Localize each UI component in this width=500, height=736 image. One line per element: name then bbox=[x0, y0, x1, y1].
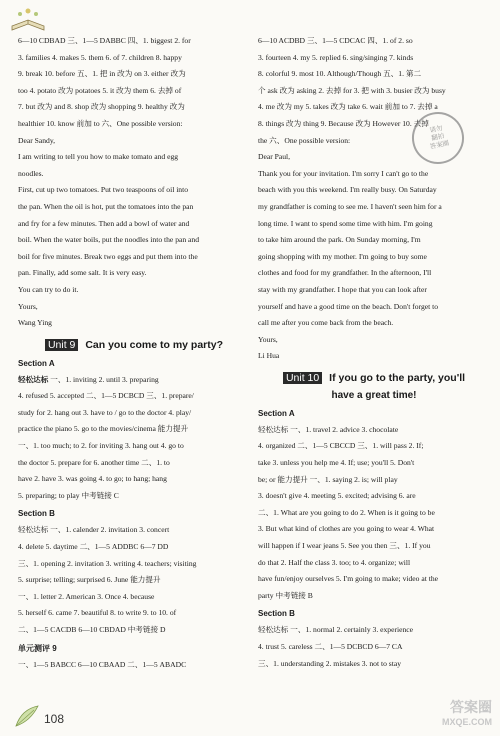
unit-title: Can you come to my party? bbox=[85, 338, 224, 351]
text-line: 轻松达标 一、1. calender 2. invitation 3. concert bbox=[18, 525, 170, 535]
text-line: study for 2. hang out 3. have to / go to the doctor 4. play/ bbox=[18, 407, 192, 417]
text-line: 7. but 改为 and 8. shop 改为 shopping 9. healthy 改为 bbox=[18, 102, 185, 112]
text-line: the pan. When the oil is hot, put the tomatoes into the pan bbox=[18, 201, 194, 211]
text-line: First, cut up two tomatoes. Put two teaspoons of oil into bbox=[18, 185, 189, 195]
text-line: Dear Paul, bbox=[258, 152, 291, 162]
page-number: 108 bbox=[44, 712, 65, 726]
text-line: 4. organized 二、1—5 CBCCD 三、1. will pass 2. If; bbox=[258, 441, 424, 451]
text-line: be; or 能力提升 一、1. saying 2. is; will play bbox=[258, 474, 398, 484]
text-line: 3. doesn't give 4. meeting 5. excited; advising 6. are bbox=[258, 491, 416, 501]
text-line: beach with you this weekend. I'm really busy. On Saturday bbox=[258, 185, 437, 195]
left-column bbox=[18, 33, 250, 673]
unit-number: Unit 9 bbox=[45, 339, 78, 351]
watermark-logo: 答案圈 MXQE.COM bbox=[441, 699, 492, 727]
text-line: Yours, bbox=[258, 334, 278, 344]
text-line: Thank you for your invitation. I'm sorry I can't go to the bbox=[258, 168, 429, 178]
text-line: pan. Finally, add some salt. It is very easy. bbox=[18, 268, 147, 278]
book-decoration-icon bbox=[8, 6, 48, 32]
text-line: have 2. have 3. was going 4. to go; to hang; hang bbox=[18, 474, 167, 484]
unit-9-heading bbox=[18, 336, 250, 354]
text-line: 轻松达标 一、1. travel 2. advice 3. chocolate bbox=[258, 424, 399, 434]
text-line: my grandfather is coming to see me. I haven't seen him for a bbox=[258, 201, 442, 211]
text-line: boil for five minutes. Break two eggs and put them into the bbox=[18, 251, 198, 261]
section-a-heading: Section A bbox=[258, 408, 295, 418]
text-line: 三、1. opening 2. invitation 3. writing 4. teachers; visiting bbox=[18, 558, 197, 568]
text-line: Wang Ying bbox=[18, 318, 52, 328]
text-line: yourself and have a good time on the beach. Don't forget to bbox=[258, 301, 439, 311]
text-line: take 3. unless you help me 4. If; use; you'll 5. Don't bbox=[258, 458, 415, 468]
text-line: will happen if I wear jeans 5. See you then 三、1. If you bbox=[258, 541, 431, 551]
text-line: 5. herself 6. came 7. beautiful 8. to write 9. to 10. of bbox=[18, 608, 177, 618]
unit-title: If you go to the party, you'll bbox=[329, 371, 466, 384]
text-line: the 六、One possible version: bbox=[258, 135, 351, 145]
text-line: 轻松达标 一、1. inviting 2. until 3. preparing bbox=[18, 374, 159, 384]
text-line: 3. families 4. makes 5. them 6. of 7. children 8. happy bbox=[18, 52, 182, 62]
text-line: 3. fourteen 4. my 5. replied 6. sing/singing 7. kinds bbox=[258, 52, 414, 62]
text-line: stay with my grandfather. I hope that you can look after bbox=[258, 284, 427, 294]
unit-number: Unit 10 bbox=[283, 372, 322, 384]
text-line: call me after you come back from the beach. bbox=[258, 318, 394, 328]
text-line: 一、1. letter 2. American 3. Once 4. because bbox=[18, 591, 155, 601]
text-line: 三、1. understanding 2. mistakes 3. not to stay bbox=[258, 658, 402, 668]
text-line: 4. refused 5. accepted 二、1—5 DCBCD 三、1. prepare/ bbox=[18, 391, 194, 401]
unit-title-line-2: have a great time! bbox=[331, 389, 417, 401]
stamp-seal: 请勿 翻拍 答案圈 bbox=[407, 107, 469, 169]
text-line: clothes and food for my grandfather. In the afternoon, I'll bbox=[258, 268, 432, 278]
text-line: have fun/enjoy ourselves 5. I'm going to make; video at the bbox=[258, 574, 438, 584]
section-b-heading: Section B bbox=[258, 609, 295, 619]
text-line: 一、1—5 BABCC 6—10 CBAAD 二、1—5 ABADC bbox=[18, 659, 187, 669]
text-line: 4. me 改为 my 5. takes 改为 take 6. wait 前加 to 7. 去掉 a bbox=[258, 102, 438, 112]
text-line: You can try to do it. bbox=[18, 284, 79, 294]
text-line: the doctor 5. prepare for 6. another time 二、1. to bbox=[18, 457, 170, 467]
text-line: 4. delete 5. daytime 二、1—5 ADDBC 6—7 DD bbox=[18, 542, 169, 552]
text-line: 8. things 改为 thing 9. Because 改为 However 10. 去掉 bbox=[258, 118, 429, 128]
text-line: too 4. potato 改为 potatoes 5. it 改为 them 6. 去掉 of bbox=[18, 85, 182, 95]
text-line: Yours, bbox=[18, 301, 38, 311]
text-line: 5. surprise; telling; surprised 6. June 能力提升 bbox=[18, 575, 161, 585]
section-b-heading: Section B bbox=[18, 509, 55, 519]
section-a-heading: Section A bbox=[18, 358, 55, 368]
text-line: boil. When the water boils, put the noodles into the pan and bbox=[18, 235, 200, 245]
text-line: to take him around the park. On Sunday morning, I'm bbox=[258, 235, 421, 245]
text-line: Li Hua bbox=[258, 351, 280, 361]
unit-test-heading: 单元测评 9 bbox=[18, 643, 57, 653]
text-line: 二、1—5 CACDB 6—10 CBDAD 中考链接 D bbox=[18, 625, 166, 634]
text-line: 8. colorful 9. most 10. Although/Though 五、1. 第二 bbox=[258, 69, 422, 79]
text-line: healthier 10. know 前加 to 六、One possible version: bbox=[18, 118, 183, 128]
text-line: Dear Sandy, bbox=[18, 135, 56, 145]
text-line: noodles. bbox=[18, 168, 44, 178]
text-line: 个 ask 改为 asking 2. 去掉 for 3. 把 with 3. busier 改为 busy bbox=[258, 85, 446, 95]
text-line: 6—10 ACDBD 三、1—5 CDCAC 四、1. of 2. so bbox=[258, 36, 413, 45]
text-line: going shopping with my mother. I'm going to buy some bbox=[258, 251, 427, 261]
text-line: 一、1. too much; to 2. for inviting 3. hang out 4. go to bbox=[18, 441, 184, 451]
text-line: practice the piano 5. go to the movies/cinema 能力提升 bbox=[18, 424, 189, 434]
unit-10-heading bbox=[258, 369, 490, 387]
text-line: and fry for a few minutes. Then add a bowl of water and bbox=[18, 218, 190, 228]
text-line: 5. preparing; to play 中考链接 C bbox=[18, 490, 119, 500]
text-line: 轻松达标 一、1. normal 2. certainly 3. experience bbox=[258, 625, 413, 635]
text-line: 9. break 10. before 五、1. 把 in 改为 on 3. either 改为 bbox=[18, 69, 186, 79]
text-line: 6—10 CDBAD 三、1—5 DABBC 四、1. biggest 2. for bbox=[18, 36, 191, 45]
text-line: long time. I want to spend some time with him. I'm going bbox=[258, 218, 433, 228]
leaf-decoration-icon bbox=[12, 700, 42, 730]
text-line: 4. trust 5. careless 二、1—5 DCBCD 6—7 CA bbox=[258, 642, 403, 651]
text-line: party 中考链接 B bbox=[258, 590, 313, 600]
text-line: do that 2. Half the class 3. too; to 4. organize; will bbox=[258, 557, 411, 567]
text-line: 二、1. What are you going to do 2. When is it going to be bbox=[258, 507, 435, 517]
text-line: I am writing to tell you how to make tomato and egg bbox=[18, 152, 179, 162]
text-line: 3. But what kind of clothes are you going to wear 4. What bbox=[258, 524, 435, 534]
